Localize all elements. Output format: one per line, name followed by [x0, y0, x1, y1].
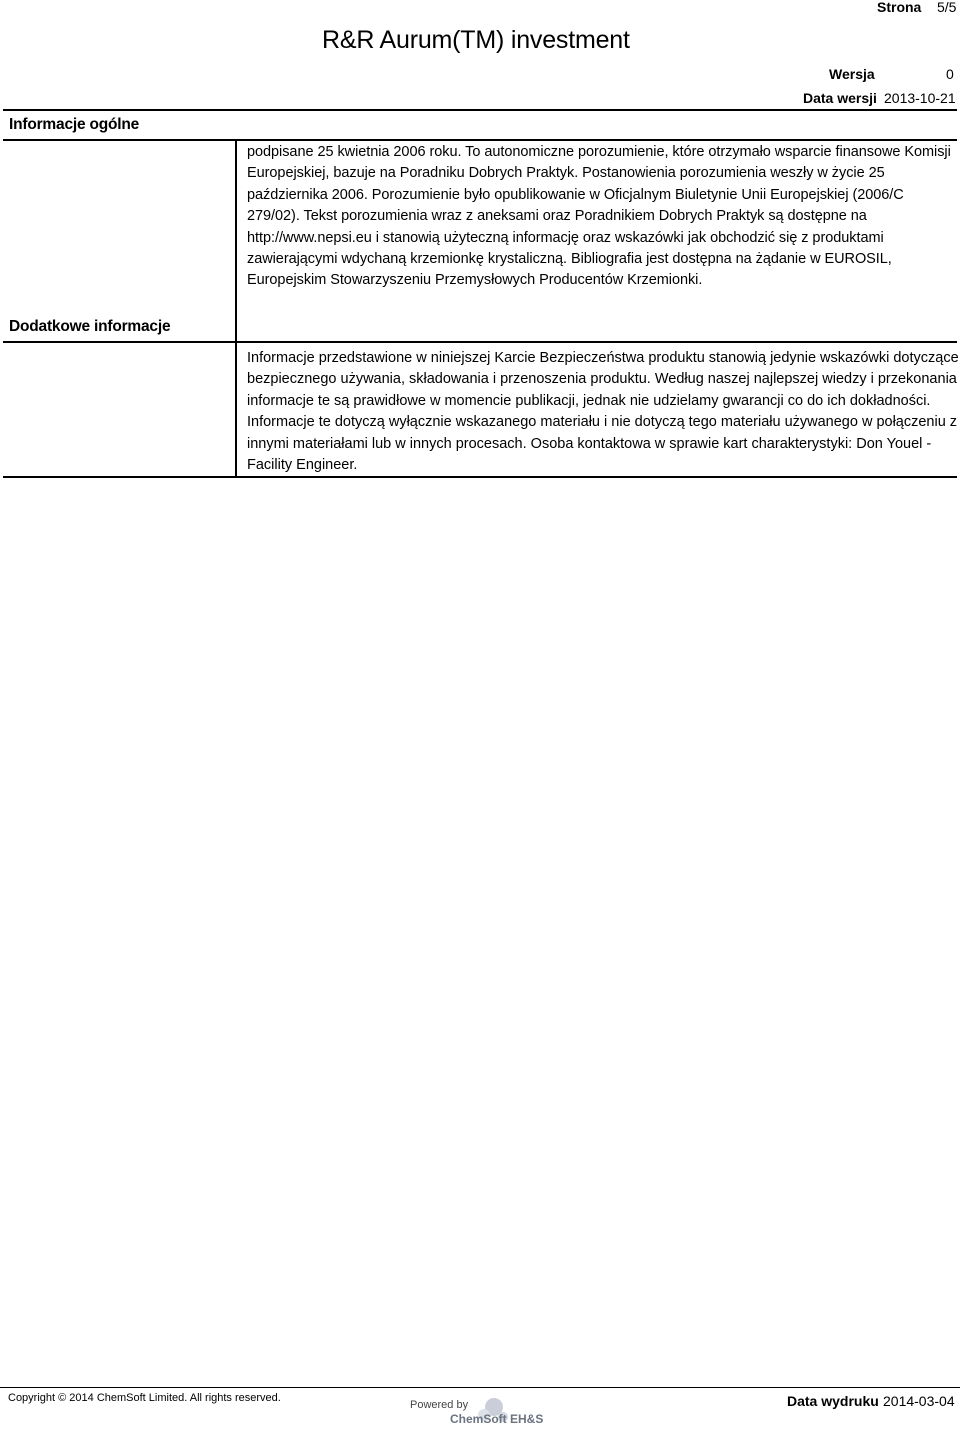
section-divider: [3, 341, 957, 343]
copyright-text: Copyright © 2014 ChemSoft Limited. All rights reserved.: [8, 1392, 281, 1404]
page-number-value: 5/5: [937, 0, 957, 15]
footer-divider: [0, 1387, 960, 1388]
version-value: 0: [946, 66, 954, 82]
print-date-value: 2014-03-04: [883, 1393, 955, 1409]
section-text-additional-info: Informacje przedstawione w niniejszej Karcie Bezpieczeństwa produktu stanowią jedynie wskazówki dotyczące bezpiecznego używania, składowania i przenoszenia produktu. Według naszej najlepszej wiedzy i przekonania informacje te są prawidłowe w momencie publikacji, jednak nie udzielamy gwarancji co do ich dokładności. Informacje te dotyczą wyłącznie wskazanego materiału i nie dotyczą tego materiału używanego w połączeniu z innymi materiałami lub w innych procesach. Osoba kontaktowa w sprawie kart charakterystyki: Don Youel - Facility Engineer.: [247, 350, 959, 474]
label-column-divider: [235, 139, 237, 477]
version-date-label: Data wersji: [803, 90, 877, 106]
section-label-general-info: Informacje ogólne: [9, 116, 140, 133]
header-divider: [3, 109, 957, 111]
version-date-value: 2013-10-21: [884, 90, 956, 106]
logo-text: ChemSoft EH&S: [450, 1412, 544, 1426]
page-number-label: Strona: [877, 0, 922, 15]
section-text-general-info: podpisane 25 kwietnia 2006 roku. To autonomiczne porozumienie, które otrzymało wsparcie finansowe Komisji Europejskiej, bazuje na Poradniku Dobrych Praktyk. Postanowienia porozumienia weszły w życie 25 października 2006. Porozumienie było opublikowanie w Oficjalnym Biuletynie Unii Europejskiej (2006/C 279/02). Tekst porozumienia wraz z aneksami oraz Poradnikiem Dobrych Praktyk są dostępne na http://www.nepsi.eu i stanowią użyteczną informację oraz wskazówki jak obchodzić się z produktami zawierającymi wdychaną krzemionkę krystaliczną. Bibliografia jest dostępna na żądanie w EUROSIL, Europejskim Stowarzyszeniu Przemysłowych Producentów Krzemionki.: [247, 144, 951, 289]
section-1-top-rule: [3, 139, 957, 141]
chemsoft-logo: [448, 1393, 544, 1437]
version-label: Wersja: [829, 66, 875, 82]
print-date-label: Data wydruku: [787, 1393, 879, 1409]
document-title: R&R Aurum(TM) investment: [322, 26, 630, 54]
powered-by-text: Powered by: [410, 1399, 469, 1411]
section-label-additional-info: Dodatkowe informacje: [9, 318, 171, 335]
